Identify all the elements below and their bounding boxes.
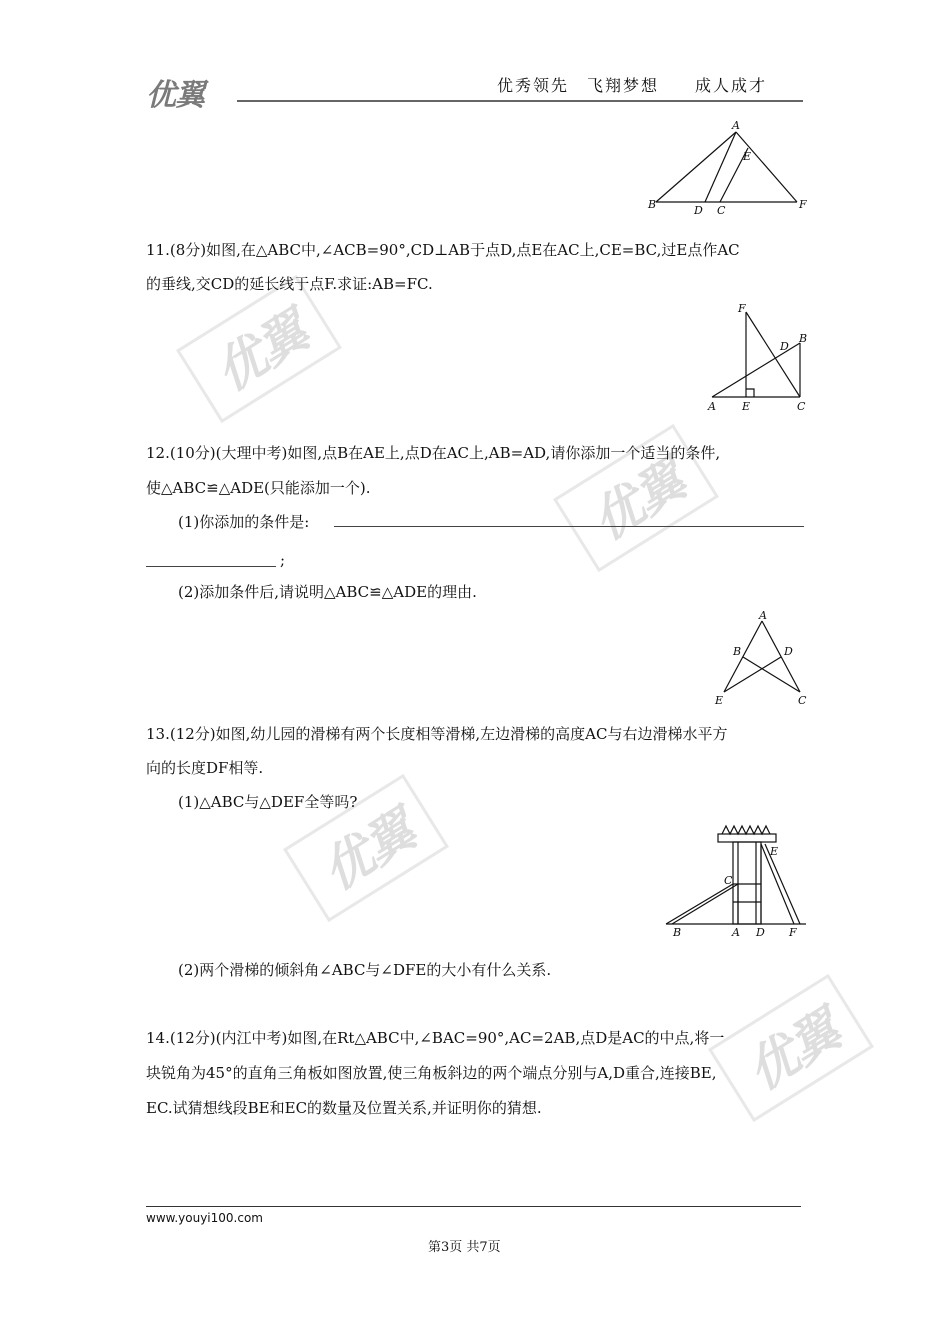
watermark: 优翼 — [176, 275, 342, 423]
label-e: E — [770, 845, 779, 858]
figure-12 — [705, 605, 815, 710]
label-b: B — [799, 332, 808, 345]
problem-14-line2: 块锐角为45°的直角三角板如图放置,使三角板斜边的两个端点分别与A,D重合,连接BE, — [146, 1064, 717, 1082]
label-e: E — [743, 150, 752, 163]
problem-14-line3: EC.试猜想线段BE和EC的数量及位置关系,并证明你的猜想. — [146, 1099, 542, 1117]
watermark: 优翼 — [708, 974, 874, 1122]
problem-12-q2: (2)添加条件后,请说明△ABC≌△ADE的理由. — [178, 583, 477, 601]
label-b: B — [733, 645, 742, 658]
problem-12-line2: 使△ABC≌△ADE(只能添加一个). — [146, 479, 371, 497]
label-b: B — [648, 198, 657, 211]
left-slide-bc — [672, 884, 738, 924]
header-slogan: 优秀领先 飞翔梦想 成人成才 — [497, 76, 768, 95]
label-c: C — [798, 694, 807, 707]
left-slide-edge — [666, 884, 733, 924]
problem-12-q1: (1)你添加的条件是: — [178, 513, 310, 531]
label-e: E — [742, 400, 751, 413]
right-angle-e — [746, 389, 754, 397]
problem-12-line1: 12.(10分)(大理中考)如图,点B在AE上,点D在AC上,AB=AD,请你添加一个适当的条件, — [146, 444, 721, 462]
label-a: A — [708, 400, 716, 413]
figure-13-slide — [660, 812, 812, 940]
watermark: 优翼 — [553, 424, 719, 572]
answer-blank-1[interactable] — [334, 512, 804, 527]
watermark: 优翼 — [283, 774, 449, 922]
label-c: C — [724, 874, 733, 887]
answer-blank-2[interactable] — [146, 552, 276, 567]
label-f: F — [738, 302, 746, 315]
segment-ad — [705, 132, 736, 202]
problem-13-line1: 13.(12分)如图,幼儿园的滑梯有两个长度相等滑梯,左边滑梯的高度AC与右边滑梯水平方 — [146, 725, 728, 743]
problem-13-q1: (1)△ABC与△DEF全等吗? — [178, 793, 358, 811]
figure-11 — [700, 298, 815, 415]
label-c: C — [797, 400, 806, 413]
footer-url[interactable]: www.youyi100.com — [146, 1211, 263, 1225]
segment-ba — [656, 132, 736, 202]
footer-rule — [146, 1206, 801, 1207]
problem-12-q1-end: ; — [280, 551, 286, 569]
label-d: D — [780, 340, 789, 353]
label-c: C — [717, 204, 726, 217]
tower-frame — [733, 842, 761, 924]
problem-14-line1: 14.(12分)(内江中考)如图,在Rt△ABC中,∠BAC=90°,AC=2AB,点D是AC的中点,将一 — [146, 1029, 725, 1047]
label-a: A — [759, 609, 767, 622]
problem-13-line2: 向的长度DF相等. — [146, 759, 264, 777]
header-logo: 优翼 — [146, 78, 204, 113]
problem-11-line1: 11.(8分)如图,在△ABC中,∠ACB=90°,CD⊥AB于点D,点E在AC上,CE=BC,过E点作AC — [146, 241, 740, 259]
label-d: D — [694, 204, 703, 217]
label-d: D — [784, 645, 793, 658]
segment-ae — [724, 621, 762, 692]
label-f: F — [799, 198, 807, 211]
problem-13-q2: (2)两个滑梯的倾斜角∠ABC与∠DFE的大小有什么关系. — [178, 961, 552, 979]
segment-af — [736, 132, 797, 202]
page-number: 第3页 共7页 — [428, 1240, 501, 1255]
segment-fc — [746, 312, 800, 397]
problem-11-line2: 的垂线,交CD的延长线于点F.求证:AB=FC. — [146, 275, 433, 293]
label-d: D — [756, 926, 765, 939]
segment-ac — [762, 621, 800, 692]
header-rule — [237, 100, 803, 102]
label-a: A — [732, 926, 740, 939]
label-a: A — [732, 119, 740, 132]
label-b: B — [673, 926, 682, 939]
roof-crown — [722, 826, 770, 834]
label-f: F — [789, 926, 797, 939]
label-e: E — [715, 694, 724, 707]
roof-base — [718, 834, 776, 842]
figure-10 — [640, 118, 815, 220]
